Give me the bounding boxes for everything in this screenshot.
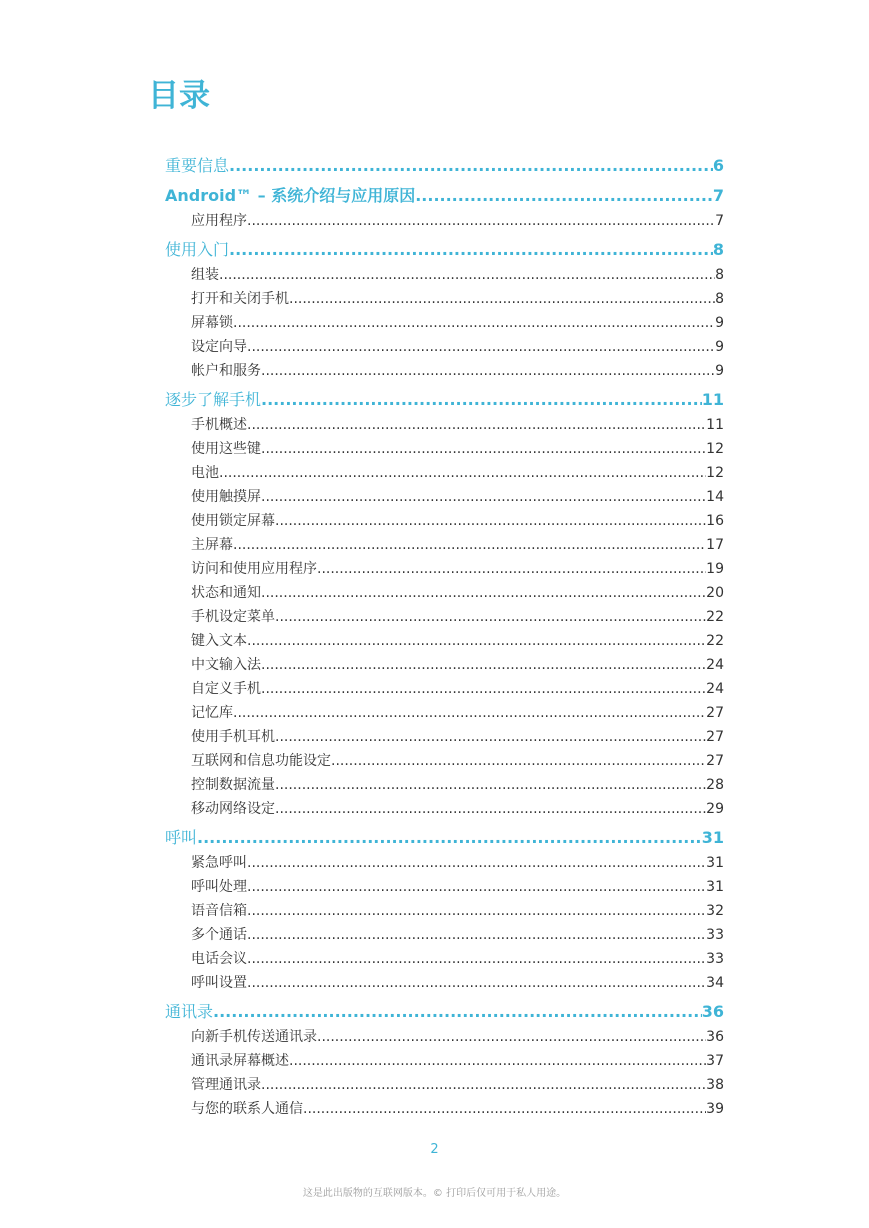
toc-entry-label: 通讯录屏幕概述 <box>191 1053 289 1069</box>
toc-subsection-link[interactable] <box>165 725 724 749</box>
dot-leader <box>261 677 706 701</box>
toc-entry-page: 9 <box>715 315 724 331</box>
page-title: 目录 <box>148 78 210 114</box>
toc-entry-page: 27 <box>706 729 724 745</box>
toc-entry-label: 主屏幕 <box>191 537 233 553</box>
toc-entry-page: 38 <box>706 1077 724 1093</box>
toc-subsection-link[interactable] <box>165 773 724 797</box>
toc-entry-page: 22 <box>706 609 724 625</box>
toc-section-link[interactable] <box>165 153 724 179</box>
toc-subsection-link[interactable] <box>165 533 724 557</box>
toc-entry-label: 通讯录 <box>165 1002 214 1021</box>
toc-entry-label: 打开和关闭手机 <box>191 291 289 307</box>
toc-entry-label: 使用入门 <box>165 240 230 259</box>
dot-leader <box>229 153 713 179</box>
toc-subsection-link[interactable] <box>165 923 724 947</box>
toc-subsection-link[interactable] <box>165 413 724 437</box>
page-number: 2 <box>430 1142 439 1157</box>
toc-section-link[interactable] <box>165 237 724 263</box>
toc-entry-label: 使用触摸屏 <box>191 489 261 505</box>
toc-entry-label: 电池 <box>191 465 219 481</box>
toc-entry-page: 9 <box>715 339 724 355</box>
toc-entry-label: 应用程序 <box>191 213 247 229</box>
toc-entry-label: 组装 <box>191 267 219 283</box>
toc-entry-label: 状态和通知 <box>191 585 261 601</box>
toc-entry-page: 31 <box>706 855 724 871</box>
toc-entry-label: 互联网和信息功能设定 <box>191 753 331 769</box>
toc-entry-label: 记忆库 <box>191 705 233 721</box>
toc-subsection-link[interactable] <box>165 749 724 773</box>
dot-leader <box>275 797 706 821</box>
toc-entry-label: Android™ – 系统介绍与应用原因 <box>165 186 416 205</box>
toc-entry-page: 34 <box>706 975 724 991</box>
toc-entry-label: 键入文本 <box>191 633 247 649</box>
toc-subsection-link[interactable] <box>165 461 724 485</box>
toc-entry-label: 电话会议 <box>191 951 247 967</box>
toc-section-link[interactable] <box>165 825 724 851</box>
toc-entry-label: 紧急呼叫 <box>191 855 247 871</box>
toc-subsection-link[interactable] <box>165 1049 724 1073</box>
toc-entry-page: 8 <box>712 240 724 259</box>
dot-leader <box>261 581 706 605</box>
toc-subsection-link[interactable] <box>165 851 724 875</box>
toc-entry-page: 32 <box>706 903 724 919</box>
toc-subsection-link[interactable] <box>165 875 724 899</box>
dot-leader <box>233 701 706 725</box>
toc-entry-label: 控制数据流量 <box>191 777 275 793</box>
toc-subsection-link[interactable] <box>165 701 724 725</box>
toc-entry-label: 使用锁定屏幕 <box>191 513 275 529</box>
toc-entry-label: 自定义手机 <box>191 681 261 697</box>
dot-leader <box>247 875 706 899</box>
dot-leader <box>247 413 706 437</box>
toc-subsection-link[interactable] <box>165 629 724 653</box>
toc-entry-page: 29 <box>706 801 724 817</box>
dot-leader <box>213 999 702 1025</box>
toc-subsection-link[interactable] <box>165 287 724 311</box>
dot-leader <box>261 387 702 413</box>
toc-entry-label: 呼叫设置 <box>191 975 247 991</box>
dot-leader <box>275 773 706 797</box>
toc-entry-page: 8 <box>715 267 724 283</box>
toc-entry-page: 39 <box>706 1101 724 1117</box>
toc-subsection-link[interactable] <box>165 1073 724 1097</box>
toc-entry-page: 6 <box>712 156 724 175</box>
toc-entry-page: 37 <box>706 1053 724 1069</box>
dot-leader <box>317 1025 706 1049</box>
toc-section-link[interactable] <box>165 387 724 413</box>
dot-leader <box>247 899 706 923</box>
dot-leader <box>261 359 715 383</box>
toc-entry-page: 16 <box>706 513 724 529</box>
toc-entry-label: 屏幕锁 <box>191 315 233 331</box>
toc-entry-label: 手机设定菜单 <box>191 609 275 625</box>
toc-entry-page: 31 <box>701 828 724 847</box>
toc-entry-page: 31 <box>706 879 724 895</box>
toc-entry-page: 7 <box>715 213 724 229</box>
toc-entry-label: 移动网络设定 <box>191 801 275 817</box>
toc-entry-label: 逐步了解手机 <box>165 390 262 409</box>
toc-entry-page: 24 <box>706 681 724 697</box>
dot-leader <box>219 461 706 485</box>
dot-leader <box>261 437 706 461</box>
dot-leader <box>275 605 706 629</box>
toc-subsection-link[interactable] <box>165 947 724 971</box>
dot-leader <box>247 335 715 359</box>
toc-entry-page: 33 <box>706 927 724 943</box>
toc-subsection-link[interactable] <box>165 1025 724 1049</box>
dot-leader <box>247 923 706 947</box>
toc-entry-page: 17 <box>706 537 724 553</box>
toc-entry-page: 27 <box>706 705 724 721</box>
toc-entry-label: 向新手机传送通讯录 <box>191 1029 317 1045</box>
toc-subsection-link[interactable] <box>165 899 724 923</box>
dot-leader <box>197 825 702 851</box>
toc-subsection-link[interactable] <box>165 557 724 581</box>
toc-subsection-link[interactable] <box>165 485 724 509</box>
toc-entry-page: 24 <box>706 657 724 673</box>
toc-entry-label: 与您的联系人通信 <box>191 1101 303 1117</box>
toc-entry-label: 使用手机耳机 <box>191 729 275 745</box>
toc-entry-label: 中文输入法 <box>191 657 261 673</box>
toc-entry-page: 8 <box>715 291 724 307</box>
toc-entry-label: 使用这些键 <box>191 441 261 457</box>
toc-section-link[interactable] <box>165 183 724 209</box>
dot-leader <box>317 557 706 581</box>
toc-subsection-link[interactable] <box>165 797 724 821</box>
dot-leader <box>219 263 715 287</box>
dot-leader <box>247 971 706 995</box>
dot-leader <box>415 183 713 209</box>
dot-leader <box>275 725 706 749</box>
dot-leader <box>289 1049 706 1073</box>
toc-entry-page: 36 <box>701 1002 724 1021</box>
dot-leader <box>303 1097 706 1121</box>
toc-entry-page: 20 <box>706 585 724 601</box>
toc-entry-page: 12 <box>706 465 724 481</box>
toc-subsection-link[interactable] <box>165 581 724 605</box>
toc-subsection-link[interactable] <box>165 311 724 335</box>
toc-entry-page: 33 <box>706 951 724 967</box>
toc-entry-label: 呼叫处理 <box>191 879 247 895</box>
dot-leader <box>247 851 706 875</box>
toc-entry-label: 重要信息 <box>165 156 230 175</box>
dot-leader <box>233 533 706 557</box>
footer-note: 这是此出版物的互联网版本。© 打印后仅可用于私人用途。 <box>302 1188 567 1199</box>
toc-entry-label: 语音信箱 <box>191 903 247 919</box>
toc-subsection-link[interactable] <box>165 653 724 677</box>
toc-subsection-link[interactable] <box>165 209 724 233</box>
toc-entry-page: 28 <box>706 777 724 793</box>
toc-entry-page: 11 <box>701 390 724 409</box>
toc-entry-label: 访问和使用应用程序 <box>191 561 317 577</box>
toc-subsection-link[interactable] <box>165 263 724 287</box>
toc-entry-page: 22 <box>706 633 724 649</box>
dot-leader <box>233 311 715 335</box>
toc-subsection-link[interactable] <box>165 1097 724 1121</box>
toc-subsection-link[interactable] <box>165 335 724 359</box>
toc-subsection-link[interactable] <box>165 359 724 383</box>
toc-subsection-link[interactable] <box>165 677 724 701</box>
toc-subsection-link[interactable] <box>165 437 724 461</box>
toc-entry-page: 12 <box>706 441 724 457</box>
toc-entry-label: 多个通话 <box>191 927 247 943</box>
toc-entry-label: 帐户和服务 <box>191 363 261 379</box>
toc-entry-page: 27 <box>706 753 724 769</box>
toc-subsection-link[interactable] <box>165 605 724 629</box>
toc-entry-page: 36 <box>706 1029 724 1045</box>
dot-leader <box>275 509 706 533</box>
dot-leader <box>261 485 706 509</box>
toc-subsection-link[interactable] <box>165 971 724 995</box>
dot-leader <box>247 209 715 233</box>
toc-subsection-link[interactable] <box>165 509 724 533</box>
toc-entry-label: 管理通讯录 <box>191 1077 261 1093</box>
toc-entry-page: 14 <box>706 489 724 505</box>
dot-leader <box>247 629 706 653</box>
dot-leader <box>331 749 706 773</box>
table-of-contents <box>165 153 724 1121</box>
dot-leader <box>261 653 706 677</box>
toc-entry-page: 7 <box>712 186 724 205</box>
toc-entry-page: 11 <box>706 417 724 433</box>
dot-leader <box>247 947 706 971</box>
dot-leader <box>229 237 713 263</box>
toc-section-link[interactable] <box>165 999 724 1025</box>
toc-entry-label: 呼叫 <box>165 828 198 847</box>
toc-entry-page: 9 <box>715 363 724 379</box>
dot-leader <box>261 1073 706 1097</box>
toc-entry-label: 设定向导 <box>191 339 247 355</box>
toc-entry-label: 手机概述 <box>191 417 247 433</box>
toc-entry-page: 19 <box>706 561 724 577</box>
dot-leader <box>289 287 715 311</box>
